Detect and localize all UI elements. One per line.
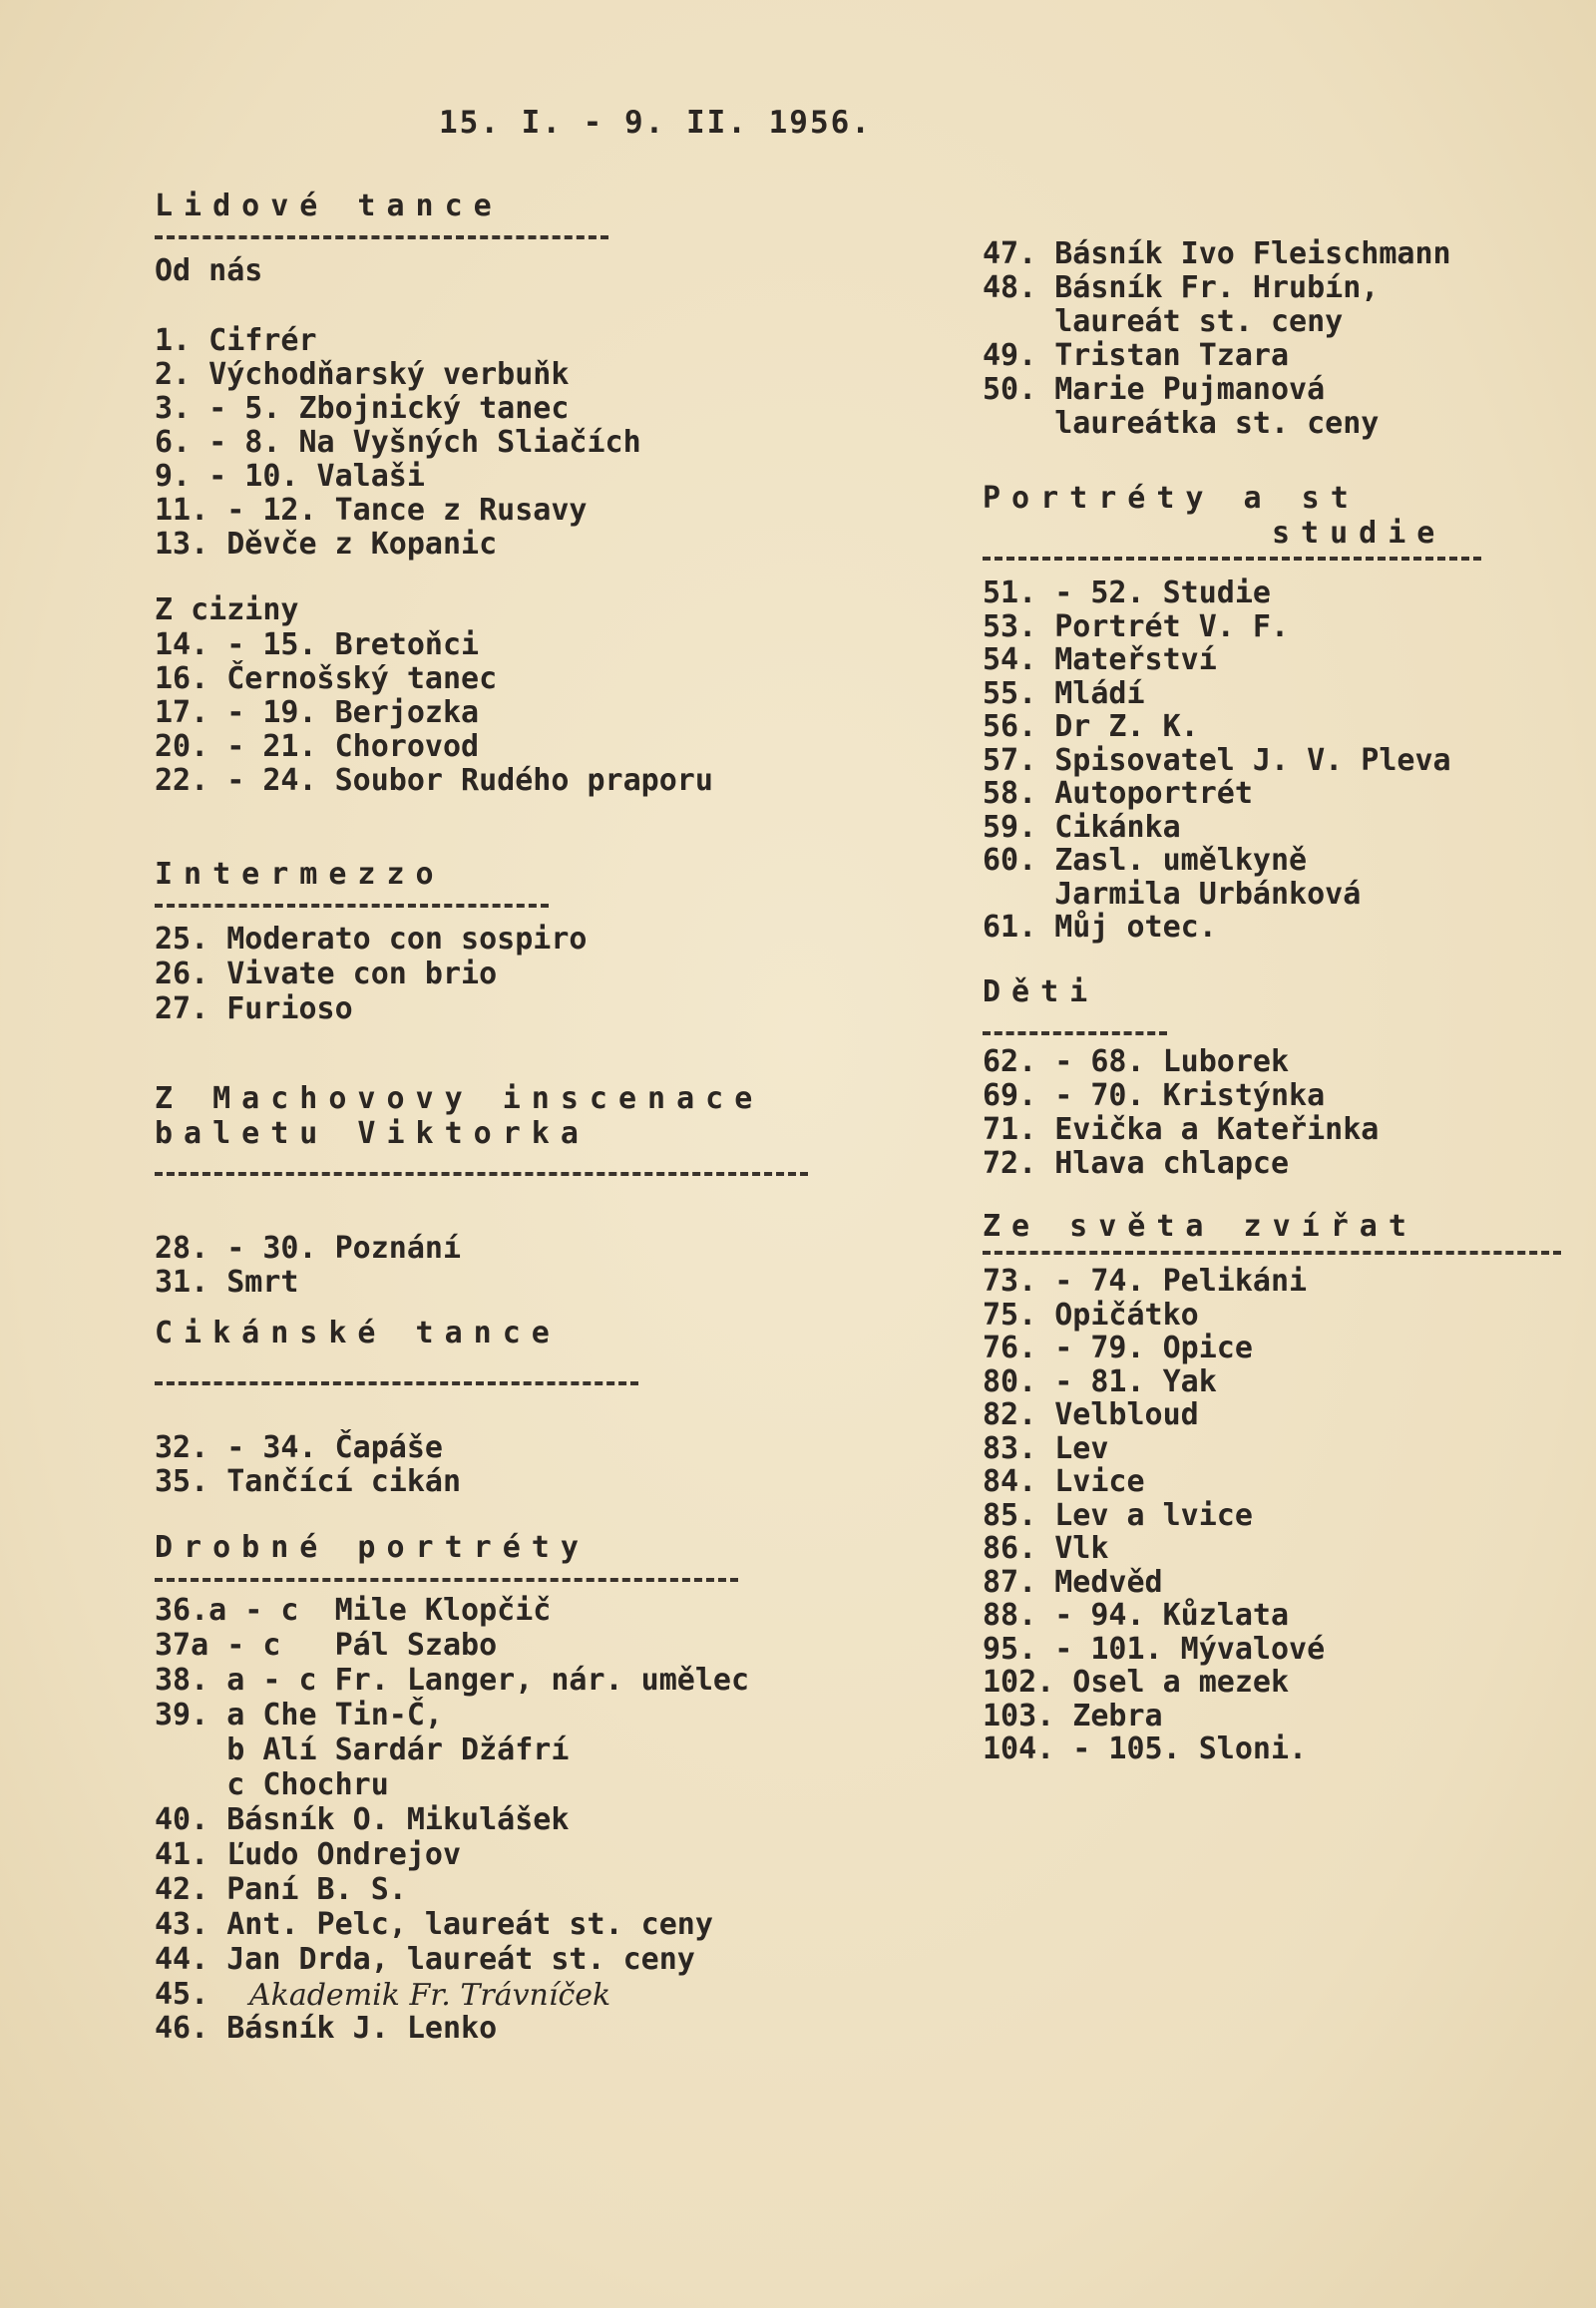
section-heading-drobne-portrety: Drobné portréty (155, 1530, 590, 1565)
list-item: 31. Smrt (155, 1265, 299, 1300)
list-item: 1. Cifrér (155, 323, 317, 358)
list-item: 45. (155, 1977, 209, 2012)
list-item: 50. Marie Pujmanová (983, 372, 1326, 407)
heading-underline (983, 1251, 1561, 1255)
list-item: 35. Tančící cikán (155, 1464, 462, 1499)
heading-underline (983, 557, 1481, 561)
list-item: 80. - 81. Yak (983, 1363, 1217, 1399)
list-item: 88. - 94. Kůzlata (983, 1598, 1290, 1633)
list-item: b Alí Sardár Džáfrí (155, 1732, 570, 1767)
handwritten-annotation: Akademik Fr. Trávníček (249, 1978, 611, 2013)
document-date: 15. I. - 9. II. 1956. (439, 105, 872, 141)
list-item: 102. Osel a mezek (983, 1665, 1290, 1700)
list-item: 47. Básník Ivo Fleischmann (983, 236, 1451, 271)
heading-underline (155, 1172, 808, 1176)
list-item: 86. Vlk (983, 1531, 1109, 1566)
list-item: 56. Dr Z. K. (983, 709, 1199, 744)
section-heading-studie: studie (1272, 516, 1446, 551)
list-item: laureát st. ceny (983, 304, 1344, 339)
list-item: 59. Cikánka (983, 809, 1181, 845)
list-item: 69. - 70. Kristýnka (983, 1078, 1326, 1113)
list-item: 73. - 74. Pelikáni (983, 1264, 1308, 1299)
list-item: 13. Děvče z Kopanic (155, 527, 498, 562)
section-heading-zvirata: Ze světa zvířat (983, 1209, 1417, 1244)
list-item: 22. - 24. Soubor Rudého praporu (155, 763, 713, 798)
list-item: Jarmila Urbánková (983, 876, 1362, 912)
list-item: 3. - 5. Zbojnický tanec (155, 391, 570, 426)
list-item: 14. - 15. Bretoňci (155, 627, 480, 662)
subsection-label: Z ciziny (155, 592, 299, 627)
list-item: 43. Ant. Pelc, laureát st. ceny (155, 1907, 713, 1942)
list-item: 36.a - c Mile Klopčič (155, 1593, 552, 1628)
list-item: 2. Východňarský verbuňk (155, 357, 570, 392)
section-heading-deti: Děti (983, 974, 1099, 1009)
list-item: 49. Tristan Tzara (983, 338, 1290, 373)
list-item: 6. - 8. Na Vyšných Sliačích (155, 425, 641, 460)
list-item: 20. - 21. Chorovod (155, 729, 480, 764)
list-item: 44. Jan Drda, laureát st. ceny (155, 1942, 695, 1977)
list-item: 27. Furioso (155, 991, 353, 1026)
section-heading-intermezzo: Intermezzo (155, 857, 445, 892)
heading-underline (155, 904, 549, 908)
list-item: 51. - 52. Studie (983, 576, 1271, 610)
list-item: 48. Básník Fr. Hrubín, (983, 270, 1380, 305)
list-item: 76. - 79. Opice (983, 1331, 1253, 1365)
list-item: 38. a - c Fr. Langer, nár. umělec (155, 1663, 750, 1698)
list-item: 11. - 12. Tance z Rusavy (155, 493, 588, 528)
section-heading-cikanske-tance: Cikánské tance (155, 1316, 561, 1350)
list-item: 83. Lev (983, 1430, 1109, 1466)
list-item: 32. - 34. Čapáše (155, 1430, 443, 1465)
list-item: 58. Autoportrét (983, 776, 1253, 811)
list-item: 60. Zasl. umělkyně (983, 843, 1308, 878)
section-heading-portrety: Portréty a st (983, 481, 1360, 516)
list-item: 87. Medvěd (983, 1564, 1163, 1600)
heading-underline (983, 1031, 1167, 1035)
list-item: 41. Ľudo Ondrejov (155, 1837, 462, 1872)
heading-underline (155, 1578, 738, 1582)
list-item: 57. Spisovatel J. V. Pleva (983, 742, 1451, 778)
list-item: 62. - 68. Luborek (983, 1044, 1290, 1079)
section-heading-machov: Z Machovovy inscenace (155, 1081, 764, 1116)
list-item: 42. Paní B. S. (155, 1872, 407, 1907)
list-item: 103. Zebra (983, 1698, 1163, 1733)
list-item: 25. Moderato con sospiro (155, 922, 588, 957)
list-item: 39. a Che Tin-Č, (155, 1698, 443, 1732)
list-item: 46. Básník J. Lenko (155, 2011, 498, 2046)
heading-underline (155, 1381, 638, 1385)
list-item: 61. Můj otec. (983, 910, 1217, 945)
section-heading-lidove-tance: Lidové tance (155, 189, 503, 223)
list-item: 72. Hlava chlapce (983, 1146, 1290, 1181)
list-item: 85. Lev a lvice (983, 1497, 1253, 1533)
list-item: laureátka st. ceny (983, 406, 1380, 441)
heading-underline (155, 235, 608, 239)
list-item: 28. - 30. Poznání (155, 1231, 462, 1266)
list-item: 75. Opičátko (983, 1297, 1199, 1333)
list-item: 40. Básník O. Mikulášek (155, 1802, 570, 1837)
list-item: 26. Vivate con brio (155, 957, 498, 991)
list-item: 54. Mateřství (983, 642, 1217, 677)
subsection-label: Od nás (155, 253, 263, 288)
section-heading-machov-2: baletu Viktorka (155, 1116, 590, 1151)
list-item: 16. Černošský tanec (155, 661, 498, 696)
list-item: 17. - 19. Berjozka (155, 695, 480, 730)
list-item: 95. - 101. Mývalové (983, 1631, 1326, 1667)
list-item: 9. - 10. Valaši (155, 459, 425, 494)
list-item: 104. - 105. Sloni. (983, 1731, 1308, 1766)
list-item: 37a - c Pál Szabo (155, 1628, 498, 1663)
list-item: 53. Portrét V. F. (983, 608, 1290, 644)
list-item: 71. Evička a Kateřinka (983, 1112, 1380, 1147)
list-item: 82. Velbloud (983, 1397, 1199, 1432)
list-item: c Chochru (155, 1767, 389, 1802)
list-item: 84. Lvice (983, 1464, 1145, 1499)
list-item: 55. Mládí (983, 675, 1145, 711)
